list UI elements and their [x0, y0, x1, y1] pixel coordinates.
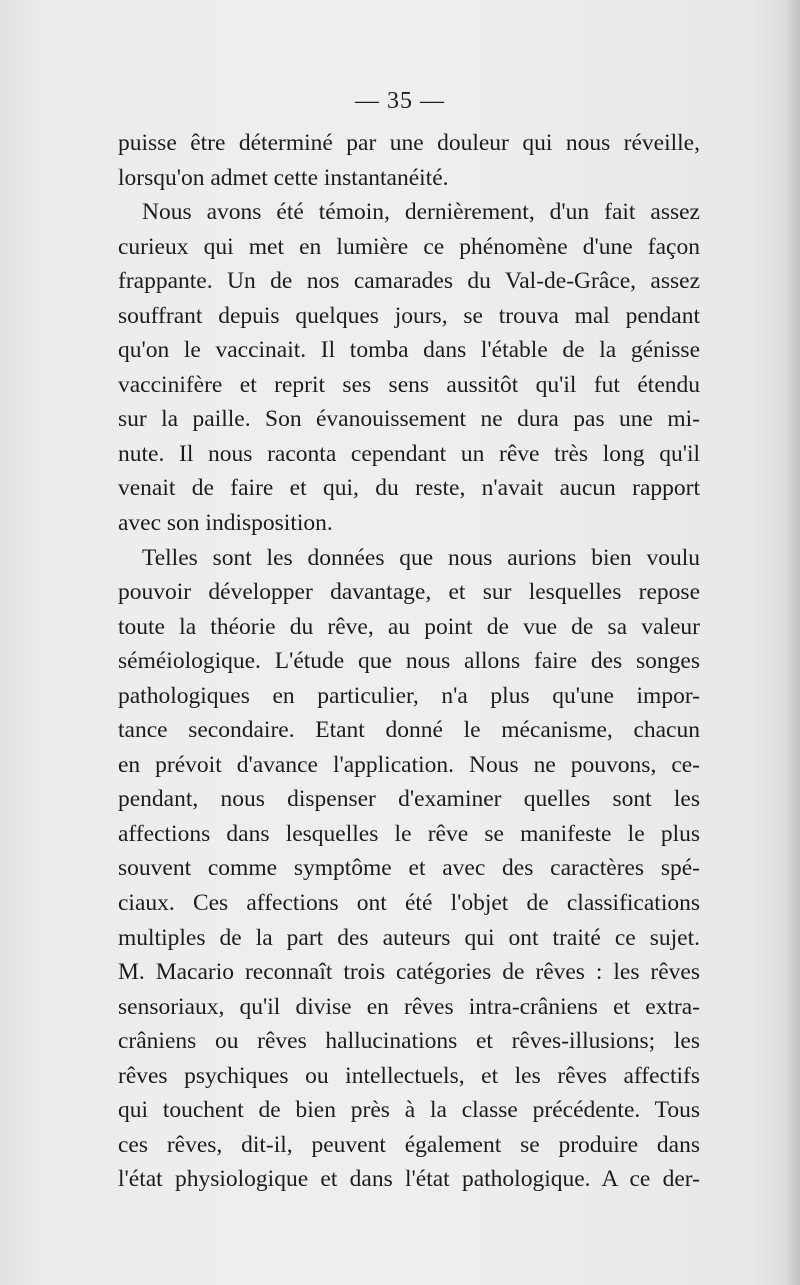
text-line: puisse être déterminé par une douleur qui nous réveille, [118, 130, 700, 156]
text-line: souffrant depuis quelques jours, se trouva mal pendant [118, 302, 700, 329]
text-line: sensoriaux, qu'il divise en rêves intra-crâniens et extra- [118, 993, 700, 1020]
text-line: frappante. Un de nos camarades du Val-de-Grâce, assez [118, 268, 700, 295]
text-line: séméiologique. L'étude que nous allons faire des songes [118, 648, 700, 675]
text-line: nute. Il nous raconta cependant un rêve très long qu'il [118, 440, 700, 467]
text-line: affections dans lesquelles le rêve se manifeste le plus [118, 820, 700, 847]
text-line: l'état physiologique et dans l'état pathologique. A ce der- [118, 1166, 700, 1193]
text-line: tance secondaire. Etant donné le mécanisme, chacun [118, 717, 700, 744]
text-line: lorsqu'on admet cette instantanéité. [118, 164, 449, 191]
text-line: ciaux. Ces affections ont été l'objet de classifications [118, 890, 700, 917]
text-line: curieux qui met en lumière ce phénomène d'une façon [118, 233, 700, 260]
text-line: vaccinifère et reprit ses sens aussitôt qu'il fut étendu [118, 371, 700, 398]
text-line: ces rêves, dit-il, peuvent également se produire dans [118, 1131, 700, 1158]
text-line: pathologiques en particulier, n'a plus qu'une impor- [118, 682, 700, 709]
text-line: M. Macario reconnaît trois catégories de rêves : les rêves [118, 959, 700, 986]
text-line: souvent comme symptôme et avec des caractères spé- [118, 855, 700, 882]
text-line: pendant, nous dispenser d'examiner quelles sont les [118, 786, 700, 813]
text-line: qui touchent de bien près à la classe précédente. Tous [118, 1097, 700, 1124]
text-line: multiples de la part des auteurs qui ont traité ce sujet. [118, 924, 700, 951]
text-line: qu'on le vaccinait. Il tomba dans l'étable de la génisse [118, 337, 700, 364]
text-line: venait de faire et qui, du reste, n'avait aucun rapport [118, 475, 700, 502]
body-text [118, 126, 700, 1197]
text-line: en prévoit d'avance l'application. Nous ne pouvons, ce- [118, 751, 700, 778]
page-edge-shadow [786, 0, 800, 1285]
text-line: pouvoir développer davantage, et sur lesquelles repose [118, 579, 700, 606]
paragraph-first-line: Nous avons été témoin, dernièrement, d'un fait assez [142, 199, 700, 226]
text-line: avec son indisposition. [118, 510, 333, 537]
text-line: toute la théorie du rêve, au point de vue de sa valeur [118, 613, 700, 640]
text-line: crâniens ou rêves hallucinations et rêves-illusions; les [118, 1028, 700, 1055]
paragraph-first-line: Telles sont les données que nous aurions bien voulu [142, 544, 700, 571]
text-line: sur la paille. Son évanouissement ne dura pas une mi- [118, 406, 700, 433]
text-line: rêves psychiques ou intellectuels, et les rêves affectifs [118, 1062, 700, 1089]
page-number: — 35 — [355, 88, 445, 114]
